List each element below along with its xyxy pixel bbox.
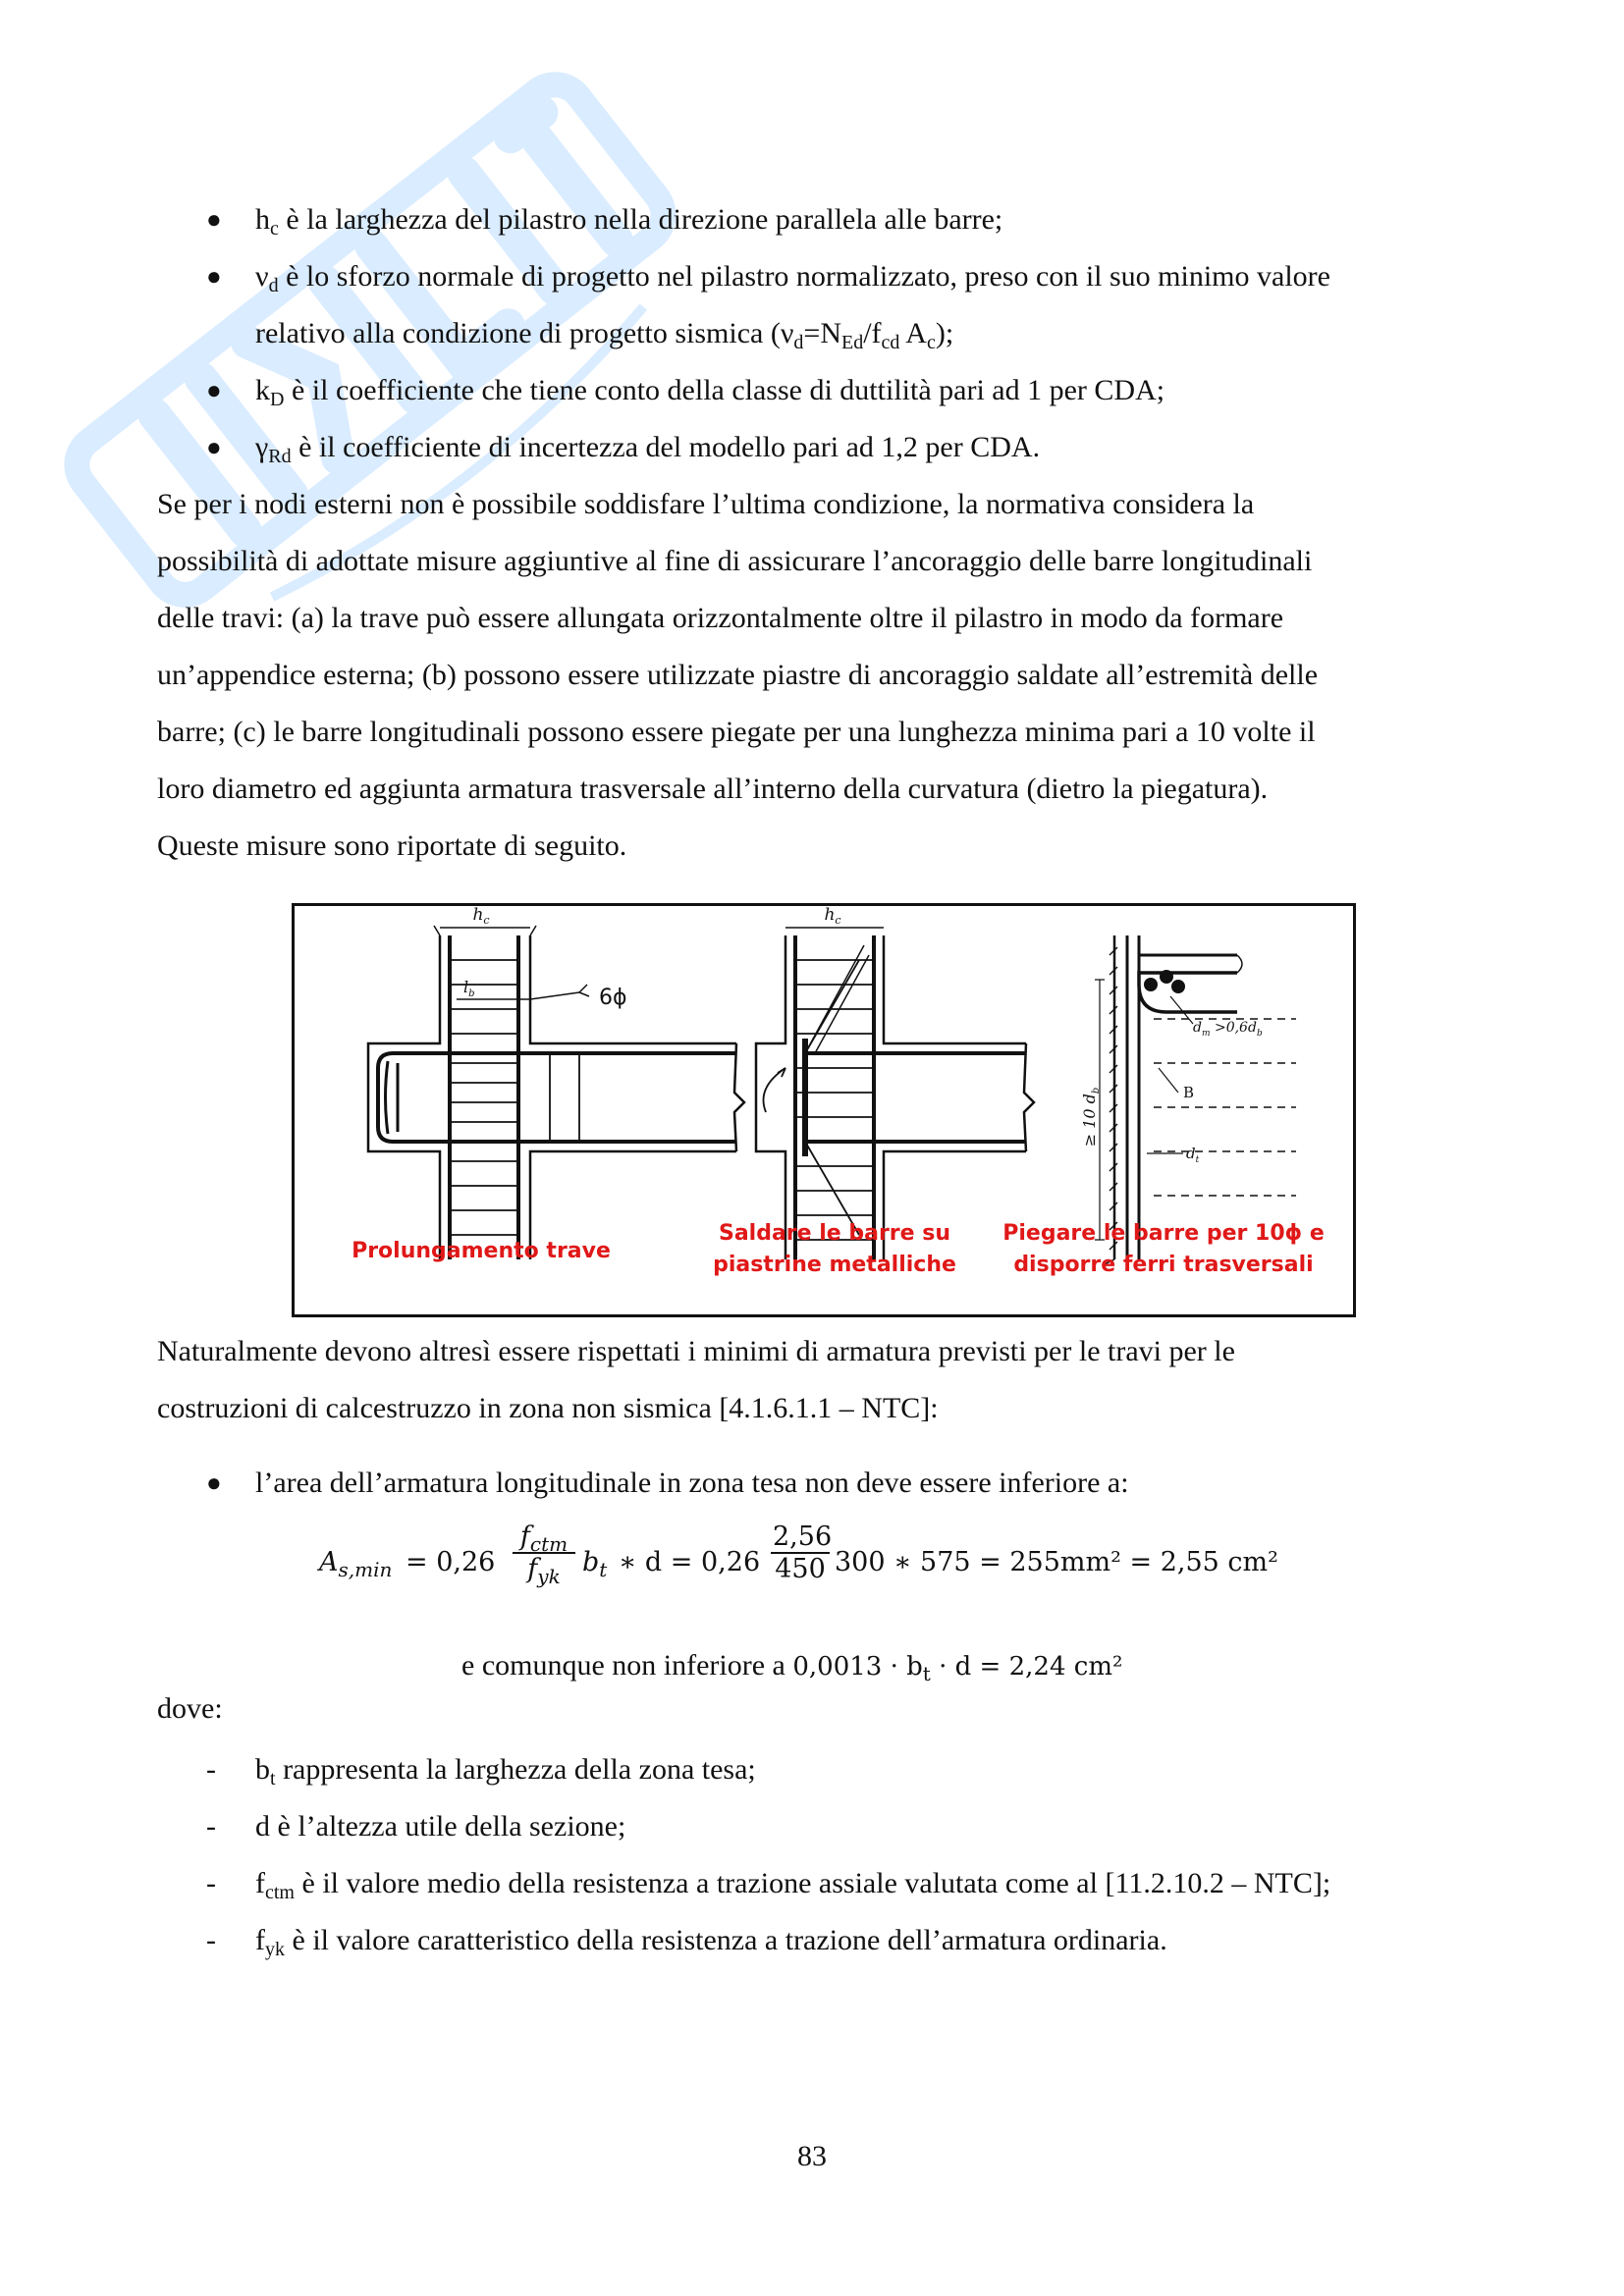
- fraction-numerator: 2,56: [773, 1522, 833, 1552]
- label-lb: $l_b$: [463, 978, 475, 999]
- label-db: $d_t$: [1186, 1145, 1200, 1165]
- caption-line: Prolungamento trave: [352, 1239, 611, 1263]
- label-dm: $d_m >0,6d_b$: [1193, 1020, 1263, 1039]
- subscript: Ed: [841, 332, 864, 353]
- dash-marker: -: [206, 1810, 216, 1842]
- list-item: [157, 1798, 1532, 1855]
- list-item-text: relativo alla condizione di progetto sismica (ν: [255, 317, 794, 349]
- dash-marker: -: [206, 1924, 216, 1956]
- paragraph-line: Queste misure sono riportate di seguito.: [157, 829, 627, 862]
- text-fragment: =N: [803, 317, 841, 349]
- list-item-text: è il coefficiente che tiene conto della classe di duttilità pari ad 1 per CDA;: [284, 374, 1165, 406]
- symbol-subscript: ctm: [265, 1882, 295, 1903]
- formula-bt: $b_t$: [582, 1547, 608, 1581]
- note-math: $0,0013 \cdot b_t \cdot d = 2,24$ cm²: [792, 1652, 1123, 1685]
- fraction-fctm-fyk: [513, 1522, 575, 1588]
- paragraph-line: barre; (c) le barre longitudinali possono essere piegate per una lunghezza minima pari a 10 volte il: [157, 716, 1316, 748]
- caption-beam-extension: [334, 1236, 628, 1267]
- list-item-text: è il valore medio della resistenza a trazione assiale valutata come al [11.2.10.2 – NTC];: [295, 1867, 1331, 1899]
- symbol-subscript: yk: [265, 1939, 285, 1960]
- note-text: e comunque non inferiore a: [461, 1649, 793, 1682]
- formula-lhs: $A_{s,min}$: [319, 1547, 393, 1581]
- list-item: [157, 1855, 1532, 1912]
- text-fragment: /f: [863, 317, 882, 349]
- list-item-text: l’area dell’armatura longitudinale in zona tesa non deve essere inferiore a:: [255, 1467, 1129, 1499]
- formula-eq1: = 0,26: [406, 1547, 496, 1577]
- minimum-area-formula: [319, 1520, 1321, 1598]
- symbol-subscript: t: [270, 1768, 276, 1789]
- symbol: h: [255, 203, 270, 236]
- formula-rhs: 300 ∗ 575 = 255mm² = 2,55 cm²: [835, 1547, 1278, 1577]
- fraction-denominator: 450: [775, 1554, 826, 1584]
- diagram-bent-bars: [1095, 935, 1296, 1264]
- paragraph-line: delle travi: (a) la trave può essere allungata orizzontalmente oltre il pilastro in modo da formare: [157, 602, 1284, 634]
- list-item: [157, 1912, 1532, 1969]
- dove-label: [157, 1681, 1473, 1737]
- symbol-subscript: Rd: [268, 446, 292, 467]
- anchorage-figure: [292, 903, 1356, 1317]
- dash-marker: -: [206, 1867, 216, 1899]
- list-item: [157, 191, 1492, 248]
- paragraph-line: dove:: [157, 1692, 223, 1725]
- text-fragment: );: [935, 317, 954, 349]
- bullet-dot: ●: [206, 262, 222, 291]
- caption-bent-bars: [997, 1218, 1330, 1281]
- symbol-subscript: d: [268, 275, 279, 296]
- paragraph-line: loro diametro ed aggiunta armatura trasversale all’interno della curvatura (dietro la piegatura).: [157, 773, 1269, 805]
- label-b: B: [1183, 1084, 1195, 1101]
- list-item-text: è la larghezza del pilastro nella direzione parallela alle barre;: [278, 203, 1003, 236]
- bullet-dot: ●: [206, 433, 222, 461]
- page-number: 83: [797, 2140, 827, 2172]
- subscript: cd: [881, 332, 900, 353]
- bullet-dot: ●: [206, 1468, 222, 1497]
- caption-line: piastrine metalliche: [713, 1253, 956, 1277]
- fraction-values: [771, 1522, 833, 1584]
- bullet-dot: ●: [206, 376, 222, 404]
- paragraph-line: costruzioni di calcestruzzo in zona non sismica [4.1.6.1.1 – NTC]:: [157, 1392, 939, 1424]
- caption-line: disporre ferri trasversali: [1013, 1253, 1314, 1277]
- label-hc-2: $h_c$: [824, 906, 841, 927]
- list-item: [157, 248, 1492, 362]
- list-item: [157, 419, 1492, 476]
- symbol: f: [255, 1867, 265, 1899]
- label-ten-d: ≥ 10 $d_b$: [1080, 1087, 1102, 1148]
- paragraph-line: un’appendice esterna; (b) possono essere utilizzate piastre di ancoraggio saldate all’estremità delle: [157, 659, 1319, 691]
- symbol: b: [255, 1753, 270, 1786]
- symbol: d: [255, 1810, 270, 1842]
- paragraph-minimum-reinforcement: [157, 1323, 1473, 1437]
- list-item-text: è il valore caratteristico della resistenza a trazione dell’armatura ordinaria.: [285, 1924, 1167, 1956]
- definitions-dash-list: [157, 1741, 1532, 1969]
- paragraph-line: Se per i nodi esterni non è possibile soddisfare l’ultima condizione, la normativa considera la: [157, 488, 1255, 520]
- diagram-beam-extension: [368, 926, 744, 1259]
- subscript: c: [926, 332, 936, 353]
- paragraph-line: possibilità di adottate misure aggiuntive al fine di assicurare l’ancoraggio delle barre longitudinali: [157, 545, 1313, 577]
- diagram-welded-plates: [756, 928, 1034, 1259]
- bullet-dot: ●: [206, 205, 222, 234]
- list-item-text: è lo sforzo normale di progetto nel pilastro normalizzato, preso con il suo minimo valore: [278, 260, 1330, 293]
- symbol: k: [255, 374, 270, 406]
- list-item-text: è l’altezza utile della sezione;: [270, 1810, 626, 1842]
- label-six-phi: 6ϕ: [599, 986, 627, 1010]
- symbol-subscript: c: [270, 218, 279, 240]
- list-item-text: rappresenta la larghezza della zona tesa;: [275, 1753, 756, 1786]
- list-item: [157, 1455, 1492, 1512]
- fraction-denominator: $f_{yk}$: [527, 1554, 561, 1588]
- area-bullet-list: [157, 1455, 1492, 1512]
- paragraph-anchorage-measures: [157, 476, 1473, 875]
- paragraph-line: Naturalmente devono altresì essere rispettati i minimi di armatura previsti per le travi per le: [157, 1335, 1235, 1367]
- list-item: [157, 362, 1492, 419]
- fraction-numerator: $f_{ctm}$: [513, 1522, 575, 1554]
- symbol: γ: [255, 431, 269, 463]
- list-item: [157, 1741, 1532, 1798]
- parameter-bullet-list: [157, 191, 1492, 476]
- caption-line: Piegare le barre per 10ϕ e: [1002, 1221, 1325, 1246]
- symbol: f: [255, 1924, 265, 1956]
- text-fragment: A: [899, 317, 927, 349]
- subscript: d: [793, 332, 804, 353]
- caption-welded-plates: [687, 1218, 982, 1281]
- dash-marker: -: [206, 1753, 216, 1786]
- list-item-text: è il coefficiente di incertezza del modello pari ad 1,2 per CDA.: [291, 431, 1041, 463]
- symbol: ν: [255, 260, 269, 293]
- caption-line: Saldare le barre su: [718, 1221, 950, 1246]
- formula-mid: ∗ d = 0,26: [619, 1547, 761, 1577]
- symbol-subscript: D: [270, 389, 285, 410]
- label-hc: $h_c$: [472, 906, 490, 927]
